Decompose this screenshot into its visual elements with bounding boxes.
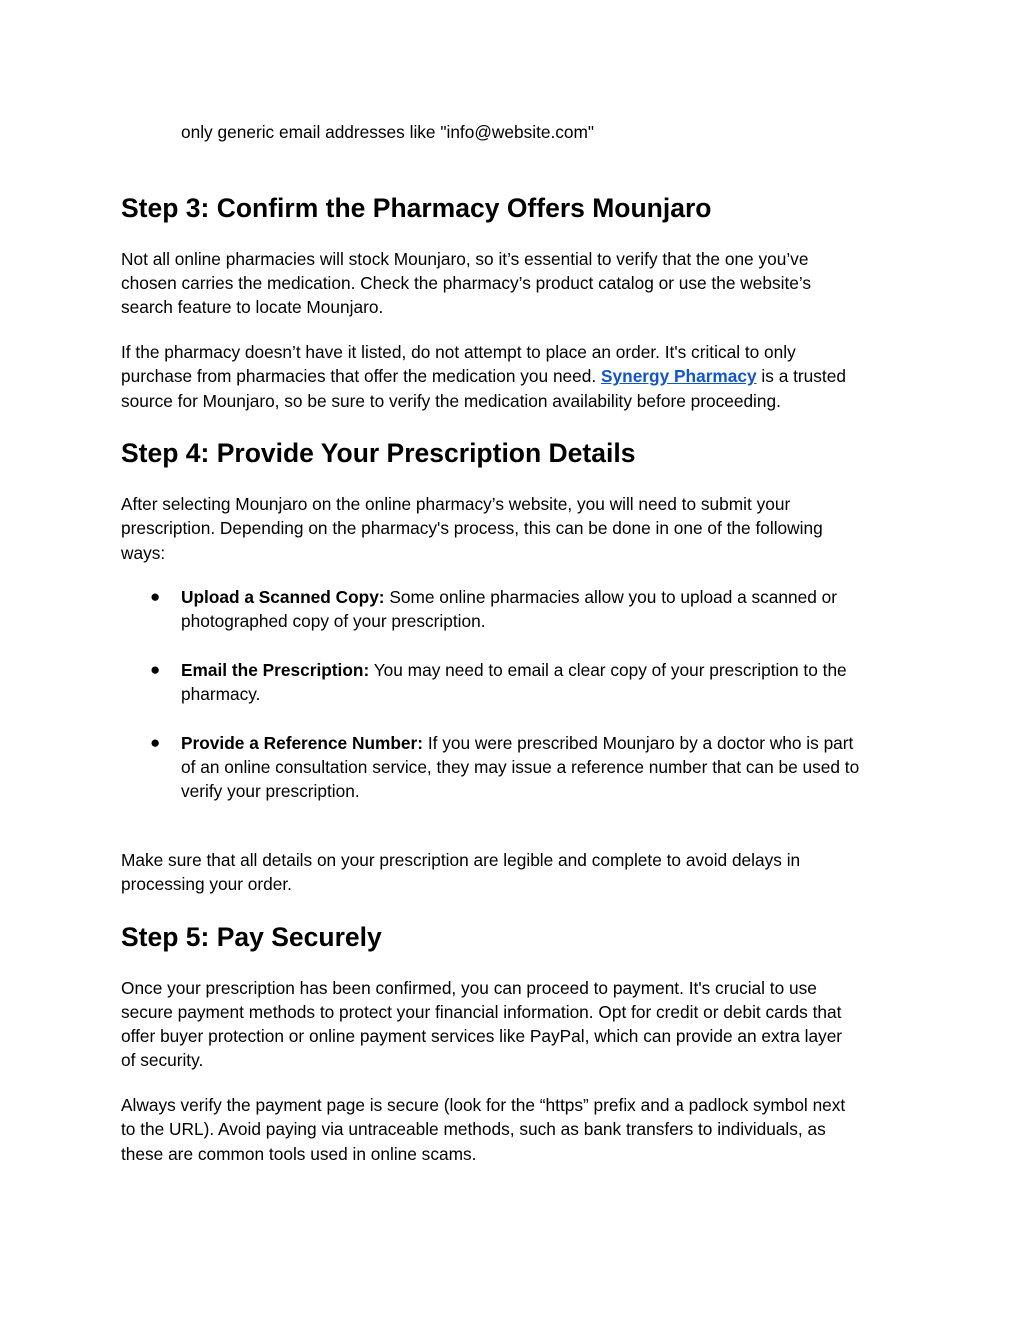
bullet-icon: ● <box>150 733 161 752</box>
step5-heading: Step 5: Pay Securely <box>121 922 382 952</box>
step4-p2-line1: Make sure that all details on your prescription are legible and complete to avoid delays in <box>121 850 801 870</box>
bullet1-line1 <box>181 585 837 609</box>
step5-p1-line3: offer buyer protection or online payment services like PayPal, which can provide an extra layer <box>121 1026 843 1046</box>
bullet2-label: Email the Prescription: <box>181 660 370 680</box>
step3-p2-line2-after: is a trusted <box>756 366 846 386</box>
step4-p1-line1: After selecting Mounjaro on the online pharmacy’s website, you will need to submit your <box>121 494 791 514</box>
bullet-icon: ● <box>150 587 161 606</box>
bullet2-line1 <box>181 658 847 682</box>
bullet1-label: Upload a Scanned Copy: <box>181 587 385 607</box>
bullet2-text: You may need to email a clear copy of your prescription to the <box>369 660 847 680</box>
bullet3-text: If you were prescribed Mounjaro by a doctor who is part <box>423 733 854 753</box>
step5-p1-line1: Once your prescription has been confirmed, you can proceed to payment. It's crucial to use <box>121 978 817 998</box>
bullet1-text: Some online pharmacies allow you to upload a scanned or <box>384 587 838 607</box>
step3-p1-line2: chosen carries the medication. Check the pharmacy’s product catalog or use the website’s <box>121 273 812 293</box>
bullet3-label: Provide a Reference Number: <box>181 733 424 753</box>
step5-p1-line2: secure payment methods to protect your financial information. Opt for credit or debit cards that <box>121 1002 842 1022</box>
bullet3-line1 <box>181 731 853 755</box>
bullet-icon: ● <box>150 660 161 679</box>
step5-p2-line3: these are common tools used in online scams. <box>121 1144 477 1164</box>
synergy-pharmacy-link[interactable]: Synergy Pharmacy <box>601 366 757 386</box>
intro-fragment: only generic email addresses like "info@website.com" <box>181 122 595 142</box>
bullet2-line2: pharmacy. <box>181 684 261 704</box>
step3-p1-line3: search feature to locate Mounjaro. <box>121 297 384 317</box>
step4-heading: Step 4: Provide Your Prescription Details <box>121 438 636 468</box>
step5-p2-line1: Always verify the payment page is secure (look for the “https” prefix and a padlock symbol next <box>121 1095 846 1115</box>
step5-p1-line4: of security. <box>121 1050 204 1070</box>
step4-p1-line3: ways: <box>121 543 166 563</box>
step3-p2-line1: If the pharmacy doesn’t have it listed, do not attempt to place an order. It's critical to only <box>121 342 796 362</box>
step5-p2-line2: to the URL). Avoid paying via untraceable methods, such as bank transfers to individuals, as <box>121 1119 826 1139</box>
bullet3-line3: verify your prescription. <box>181 781 360 801</box>
step3-p2-line3: source for Mounjaro, so be sure to verify the medication availability before proceeding. <box>121 391 781 411</box>
step3-p2-line2-before: purchase from pharmacies that offer the medication you need. <box>121 366 601 386</box>
step3-p1-line1: Not all online pharmacies will stock Mounjaro, so it’s essential to verify that the one you’ve <box>121 249 809 269</box>
step3-heading: Step 3: Confirm the Pharmacy Offers Mounjaro <box>121 193 712 223</box>
step3-p2-line2 <box>121 364 846 388</box>
step4-p1-line2: prescription. Depending on the pharmacy's process, this can be done in one of the following <box>121 518 823 538</box>
step4-p2-line2: processing your order. <box>121 874 292 894</box>
bullet1-line2: photographed copy of your prescription. <box>181 611 486 631</box>
bullet3-line2: of an online consultation service, they may issue a reference number that can be used to <box>181 757 860 777</box>
